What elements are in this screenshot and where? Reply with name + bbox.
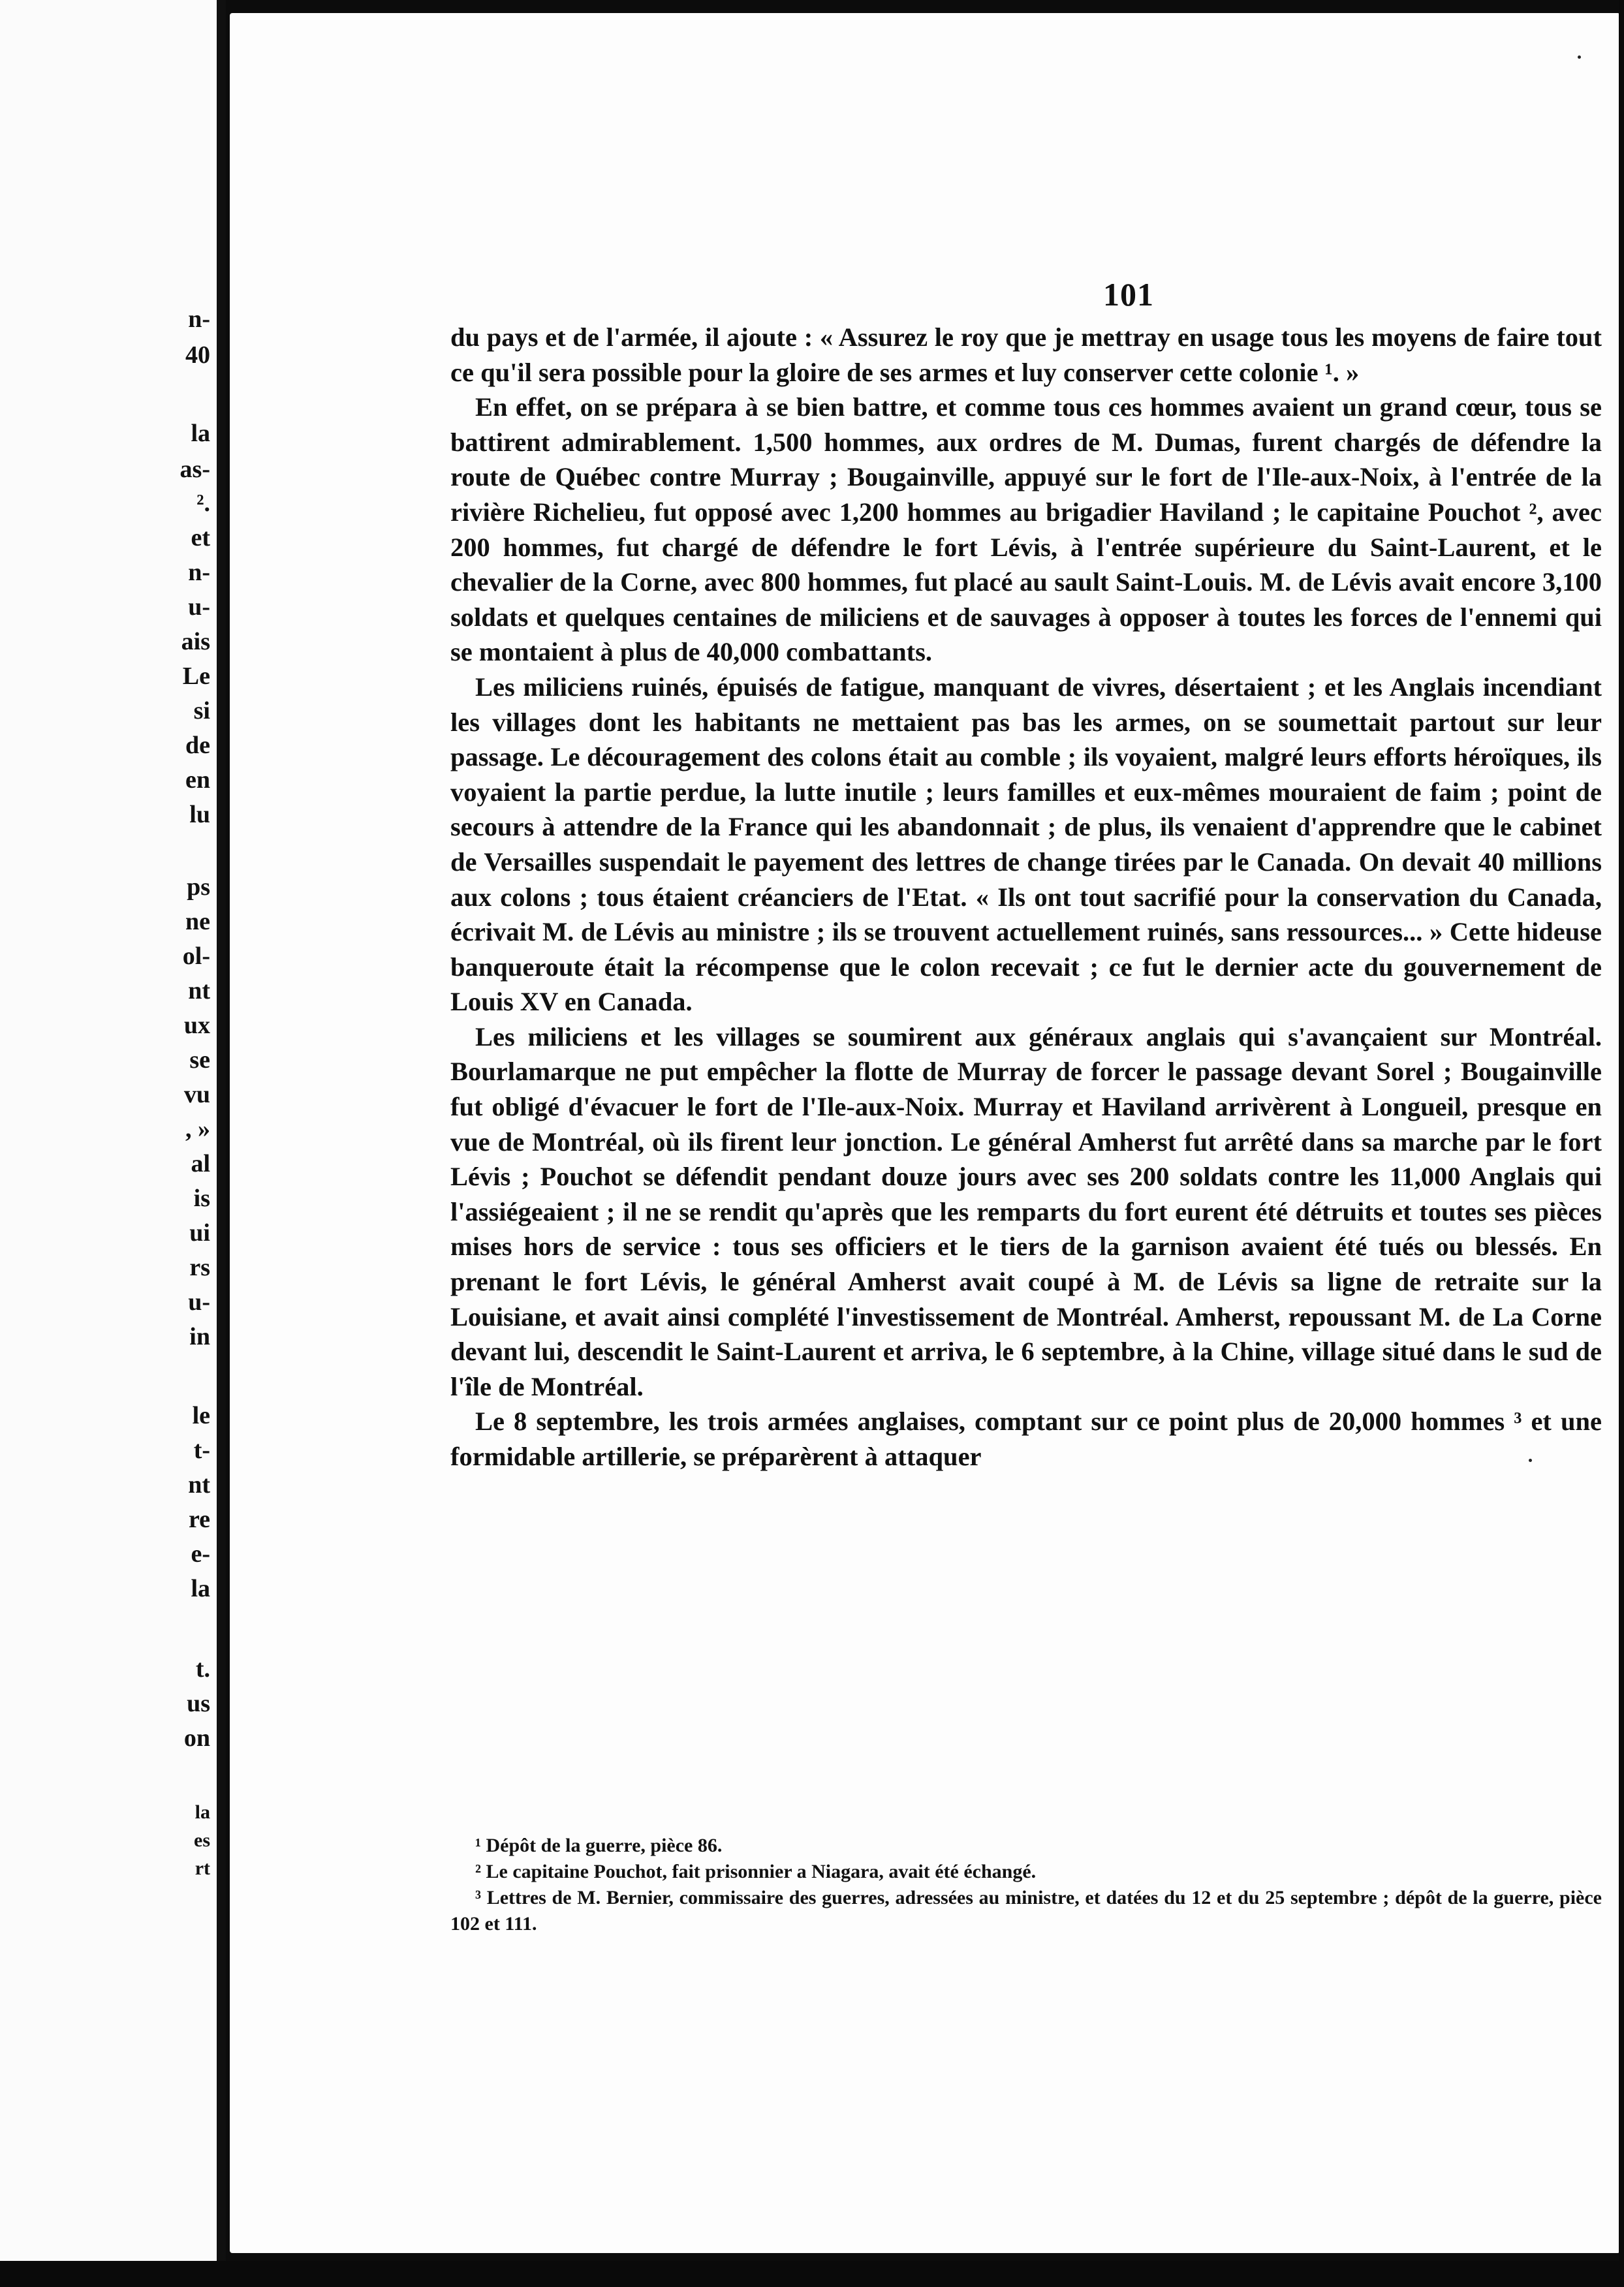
left-page-fragment: si bbox=[193, 697, 210, 724]
left-page-fragment: Le bbox=[182, 662, 210, 690]
page-number: 101 bbox=[1103, 276, 1154, 313]
left-page-fragment: re bbox=[188, 1506, 210, 1533]
footnote: ¹ Dépôt de la guerre, pièce 86. bbox=[475, 1835, 723, 1856]
left-page-fragment: ps bbox=[187, 873, 210, 901]
left-page-fragment: us bbox=[187, 1690, 210, 1717]
left-page-fragment: on bbox=[183, 1724, 210, 1752]
left-page-fragment: lu bbox=[189, 801, 210, 828]
left-page-fragment: ais bbox=[181, 628, 210, 655]
left-page-fragment: t- bbox=[193, 1437, 210, 1464]
left-page-fragment: rs bbox=[189, 1254, 210, 1281]
left-page-fragment: u- bbox=[188, 1288, 210, 1316]
left-page-fragment: 40 bbox=[185, 341, 210, 369]
left-page-fragment: la bbox=[191, 420, 210, 447]
left-page-fragment: le bbox=[192, 1402, 210, 1429]
scan-edge-bottom bbox=[0, 2261, 1624, 2287]
left-page-fragment: en bbox=[185, 766, 210, 794]
left-page-fragment: nt bbox=[188, 1471, 210, 1499]
left-page-fragment: ². bbox=[196, 490, 210, 517]
left-page-fragment: la bbox=[195, 1801, 210, 1823]
paragraph: Les miliciens et les villages se soumirent aux généraux anglais qui s'avançaient sur Montréal. Bourlamarque ne put empêcher la flotte de Murray de forcer le passage devant Sorel ; Bougainville fut obligé d'évacuer le fort de l'Ile-aux-Noix. Murray et Haviland arrivèrent à Longueil, presque en vue de Montréal, où ils firent leur jonction. Le général Amherst fut arrêté dans sa marche par le fort Lévis ; Pouchot se défendit pendant douze jours avec ses 200 soldats contre les 11,000 Anglais qui l'assiégeaient ; il ne se rendit qu'après que les remparts du fort eurent été détruits et toutes ses pièces mises hors de service : tous ses officiers et le tiers de la garnison avaient été tués ou blessés. En prenant le fort Lévis, le général Amherst avait coupé à M. de Lévis sa ligne de retraite sur la Louisiane, et avait ainsi complété l'investissement de Montréal. Amherst, repoussant M. de La Corne devant lui, descendit le Saint-Laurent et arriva, le 6 septembre, à la Chine, village situé dans le sud de l'île de Montréal. bbox=[450, 1021, 1602, 1401]
footnote: ³ Lettres de M. Bernier, commissaire des guerres, adressées au ministre, et datées du 12 et du 25 septembre ; dépôt de la guerre, pièce 102 et 111. bbox=[450, 1887, 1602, 1935]
left-facing-page bbox=[0, 0, 226, 2287]
left-page-fragment: la bbox=[191, 1575, 210, 1602]
left-page-fragment: ui bbox=[189, 1219, 210, 1247]
left-page-fragment: se bbox=[189, 1046, 210, 1074]
paragraph: du pays et de l'armée, il ajoute : « Assurez le roy que je mettray en usage tous les moyens de faire tout ce qu'il sera possible pour la gloire de ses armes et luy conserver cette colonie ¹. » bbox=[450, 322, 1602, 387]
left-page-fragment: as- bbox=[180, 456, 210, 483]
left-page-fragment: al bbox=[191, 1150, 210, 1177]
left-page-fragment: , » bbox=[185, 1115, 210, 1143]
left-page-fragment: u- bbox=[188, 593, 210, 621]
paragraph: En effet, on se prépara à se bien battre, et comme tous ces hommes avaient un grand cœur, tous se battirent admirablement. 1,500 hommes, aux ordres de M. Dumas, furent chargés de défendre la route de Québec contre Murray ; Bougainville, appuyé sur le fort de l'Ile-aux-Noix, à l'entrée de la rivière Richelieu, fut opposé avec 1,200 hommes au brigadier Haviland ; le capitaine Pouchot ², avec 200 hommes, fut chargé de défendre le fort Lévis, à l'entrée supérieure du Saint-Laurent, et le chevalier de la Corne, avec 800 hommes, fut placé au sault Saint-Louis. M. de Lévis avait encore 3,100 soldats et quelques centaines de miliciens et de sauvages à opposer à toutes les forces de l'ennemi qui se montaient à plus de 40,000 combattants. bbox=[450, 392, 1602, 667]
left-page-fragment: nt bbox=[188, 977, 210, 1004]
scan-edge-right bbox=[1619, 0, 1624, 2287]
left-page-fragment: n- bbox=[188, 305, 210, 333]
left-page-fragment: rt bbox=[195, 1858, 210, 1879]
left-page-fragment: vu bbox=[183, 1081, 210, 1108]
left-page-fragment: es bbox=[194, 1829, 210, 1851]
left-page-fragment: et bbox=[191, 524, 210, 552]
left-page-fragment: ol- bbox=[182, 942, 210, 970]
paper-speck bbox=[1529, 1459, 1532, 1462]
paper-speck bbox=[1578, 55, 1581, 59]
left-page-fragment: ne bbox=[185, 908, 210, 935]
page-body bbox=[450, 320, 1602, 1474]
left-page-fragment: n- bbox=[188, 559, 210, 586]
left-page-fragment: e- bbox=[191, 1540, 210, 1568]
footnotes bbox=[450, 1833, 1602, 1937]
left-page-fragment: ux bbox=[183, 1012, 210, 1039]
book-page bbox=[230, 13, 1620, 2253]
left-page-fragment: in bbox=[189, 1323, 210, 1350]
left-page-fragment: is bbox=[193, 1185, 210, 1212]
left-page-fragment: de bbox=[185, 732, 210, 759]
paragraph: Les miliciens ruinés, épuisés de fatigue, manquant de vivres, désertaient ; et les Anglais incendiant les villages dont les habitants ne mettaient pas bas les armes, on se soumettait partout sur leur passage. Le découragement des colons était au comble ; ils voyaient, malgré leurs efforts héroïques, ils voyaient la partie perdue, la lutte inutile ; leurs familles et eux-mêmes mouraient de faim ; point de secours à attendre de la France qui les abandonnait ; de plus, ils venaient d'apprendre que le cabinet de Versailles suspendait le payement des lettres de change tirées par le Canada. On devait 40 millions aux colons ; tous étaient créanciers de l'Etat. « Ils ont tout sacrifié pour la conservation du Canada, écrivait M. de Lévis au ministre ; ils se trouvent actuellement ruinés, sans ressources... » Cette hideuse banqueroute était la récompense que le colon recevait ; ce fut le dernier acte du gouvernement de Louis XV en Canada. bbox=[450, 672, 1602, 1017]
left-page-fragment: t. bbox=[195, 1655, 210, 1683]
footnote: ² Le capitaine Pouchot, fait prisonnier a Niagara, avait été échangé. bbox=[475, 1861, 1037, 1882]
paragraph: Le 8 septembre, les trois armées anglaises, comptant sur ce point plus de 20,000 hommes ³ et une formidable artillerie, se préparèrent à attaquer bbox=[450, 1407, 1602, 1471]
